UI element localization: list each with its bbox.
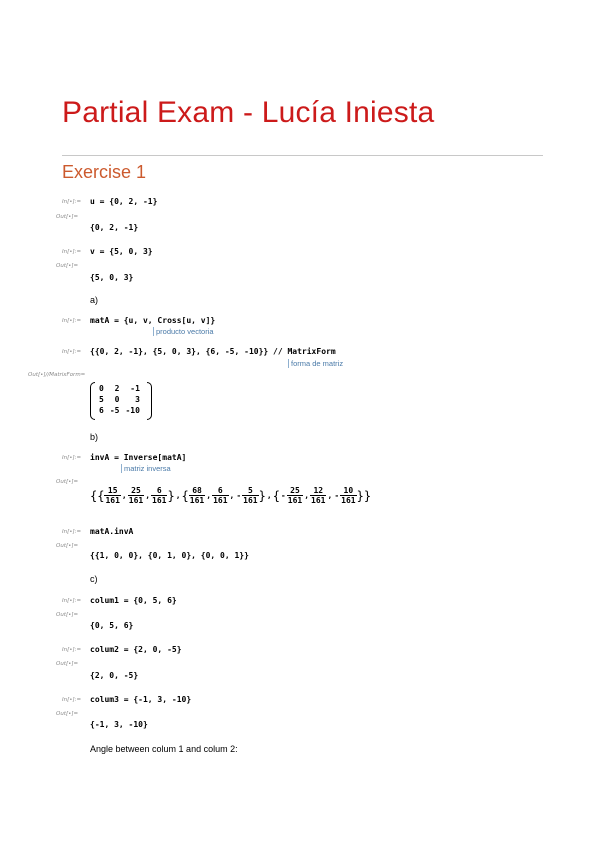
output-cell-product: {{1, 0, 0}, {0, 1, 0}, {0, 0, 1}} xyxy=(90,551,249,560)
output-label: Out[•]= xyxy=(56,612,79,618)
input-label: In[•]:= xyxy=(62,318,82,324)
input-label: In[•]:= xyxy=(62,647,82,653)
inverse-matrix-output xyxy=(90,486,371,512)
input-label: In[•]:= xyxy=(62,249,82,255)
matrix-right-bracket xyxy=(147,382,152,420)
matrix-left-bracket xyxy=(90,382,95,420)
brace-open: { xyxy=(181,488,189,503)
numerator: 10 xyxy=(340,486,356,496)
input-cell-u[interactable]: u = {0, 2, -1} xyxy=(90,197,158,206)
denominator: 161 xyxy=(311,496,326,505)
title-divider xyxy=(62,155,543,156)
page-title: Partial Exam - Lucía Iniesta xyxy=(62,96,435,129)
brace-open: { xyxy=(97,488,105,503)
output-label: Out[•]= xyxy=(56,214,79,220)
fraction xyxy=(287,486,303,505)
comma: , xyxy=(266,491,272,500)
output-label: Out[•]= xyxy=(56,711,79,717)
brace-open: { xyxy=(90,488,98,503)
numerator: 6 xyxy=(212,486,228,496)
usage-note: forma de matriz xyxy=(288,359,343,368)
fraction xyxy=(310,486,326,505)
input-label: In[•]:= xyxy=(62,598,82,604)
denominator: 161 xyxy=(287,496,303,505)
usage-note: matriz inversa xyxy=(121,464,171,473)
minus-sign: - xyxy=(236,491,242,500)
output-label: Out[•]//MatrixForm= xyxy=(28,372,86,378)
part-a-label: a) xyxy=(90,295,99,305)
output-label: Out[•]= xyxy=(56,479,79,485)
output-cell-colum2: {2, 0, -5} xyxy=(90,671,139,680)
input-cell-v[interactable]: v = {5, 0, 3} xyxy=(90,247,153,256)
fraction xyxy=(340,486,356,505)
numerator: 25 xyxy=(128,486,144,496)
numerator: 5 xyxy=(242,486,258,496)
input-label: In[•]:= xyxy=(62,697,82,703)
denominator: 161 xyxy=(128,496,144,505)
denominator: 161 xyxy=(243,496,258,505)
brace-close: } xyxy=(356,488,364,503)
output-cell-v: {5, 0, 3} xyxy=(90,273,134,282)
numerator: 68 xyxy=(189,486,205,496)
fraction xyxy=(151,486,167,505)
minus-sign: - xyxy=(334,491,340,500)
comma: , xyxy=(121,491,127,500)
comma: , xyxy=(229,491,235,500)
fraction xyxy=(128,486,144,505)
input-cell-invA[interactable]: invA = Inverse[matA] xyxy=(90,453,187,462)
input-cell-colum1[interactable]: colum1 = {0, 5, 6} xyxy=(90,596,177,605)
angle-text: Angle between colum 1 and colum 2: xyxy=(90,744,238,754)
input-label: In[•]:= xyxy=(62,199,82,205)
numerator: 25 xyxy=(287,486,303,496)
denominator: 161 xyxy=(152,496,167,505)
comma: , xyxy=(327,491,333,500)
input-cell-matrixform[interactable]: {{0, 2, -1}, {5, 0, 3}, {6, -5, -10}} // MatrixForm xyxy=(90,347,336,356)
input-cell-matA[interactable]: matA = {u, v, Cross[u, v]} xyxy=(90,316,216,325)
comma: , xyxy=(145,491,151,500)
fraction xyxy=(104,486,120,505)
input-label: In[•]:= xyxy=(62,455,82,461)
numerator: 12 xyxy=(310,486,326,496)
usage-note: producto vectoria xyxy=(153,327,214,336)
numerator: 6 xyxy=(151,486,167,496)
output-label: Out[•]= xyxy=(56,661,79,667)
output-label: Out[•]= xyxy=(56,543,79,549)
comma: , xyxy=(175,491,181,500)
denominator: 161 xyxy=(189,496,205,505)
output-cell-colum3: {-1, 3, -10} xyxy=(90,720,148,729)
denominator: 161 xyxy=(341,496,356,505)
input-cell-product[interactable]: matA.invA xyxy=(90,527,134,536)
brace-open: { xyxy=(272,488,280,503)
comma: , xyxy=(304,491,310,500)
denominator: 161 xyxy=(213,496,228,505)
section-heading: Exercise 1 xyxy=(62,162,147,182)
fraction xyxy=(242,486,258,505)
comma: , xyxy=(206,491,212,500)
fraction xyxy=(189,486,205,505)
brace-close: } xyxy=(363,488,372,503)
output-label: Out[•]= xyxy=(56,263,79,269)
fraction xyxy=(212,486,228,505)
brace-close: } xyxy=(167,488,175,503)
minus-sign: - xyxy=(280,491,286,500)
denominator: 161 xyxy=(105,496,120,505)
input-label: In[•]:= xyxy=(62,349,82,355)
input-cell-colum2[interactable]: colum2 = {2, 0, -5} xyxy=(90,645,182,654)
matrix-output xyxy=(90,382,152,418)
part-c-label: c) xyxy=(90,574,98,584)
output-cell-u: {0, 2, -1} xyxy=(90,223,139,232)
matrix-table: 0 2 -1 5 0 3 6 -5 -10 xyxy=(99,384,140,415)
output-cell-colum1: {0, 5, 6} xyxy=(90,621,134,630)
input-cell-colum3[interactable]: colum3 = {-1, 3, -10} xyxy=(90,695,192,704)
part-b-label: b) xyxy=(90,432,99,442)
input-label: In[•]:= xyxy=(62,529,82,535)
brace-close: } xyxy=(258,488,266,503)
numerator: 15 xyxy=(104,486,120,496)
